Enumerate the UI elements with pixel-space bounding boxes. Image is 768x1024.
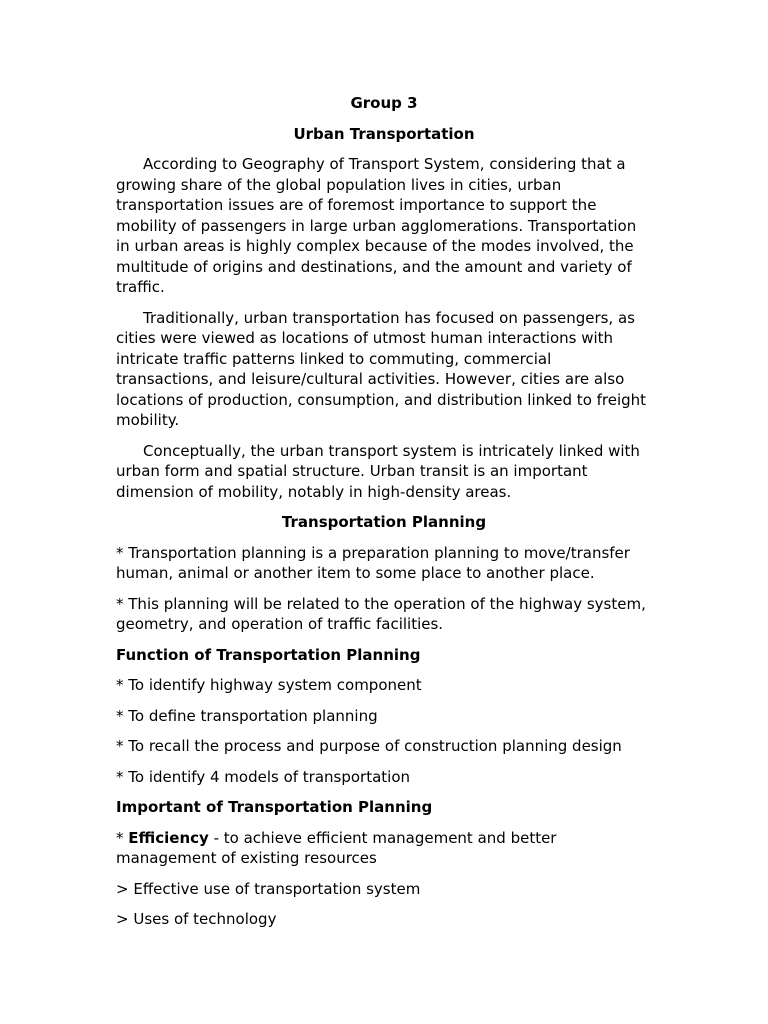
document-title: Urban Transportation	[293, 124, 475, 143]
efficiency-prefix: *	[116, 828, 129, 847]
important-heading: Important of Transportation Planning	[116, 798, 433, 816]
function-point-4: * To identify 4 models of transportation	[116, 767, 411, 786]
efficiency-point	[116, 828, 652, 869]
function-point-2: * To define transportation planning	[116, 706, 378, 725]
efficiency-term: Efficiency	[128, 828, 209, 847]
function-point-3: * To recall the process and purpose of construction planning design	[116, 737, 622, 755]
intro-paragraph-2: Traditionally, urban transportation has focused on passengers, as cities were viewed as locations of utmost human interactions with intricate traffic patterns linked to commuting, commercial transactions, and leisure/cultural activities. However, cities are also locations of production, consumption, and distribution linked to freight mobility.	[116, 308, 647, 429]
planning-point-2: * This planning will be related to the operation of the highway system, geometry, and operation of traffic facilities.	[116, 594, 646, 633]
planning-heading: Transportation Planning	[281, 513, 487, 531]
group-label: Group 3	[350, 94, 418, 112]
function-heading: Function of Transportation Planning	[116, 645, 421, 664]
intro-paragraph-1: According to Geography of Transport System, considering that a growing share of the global population lives in cities, urban transportation issues are of foremost importance to support the mobility of passengers in large urban agglomerations. Transportation in urban areas is highly complex because of the modes involved, the multitude of origins and destinations, and the amount and variety of traffic.	[116, 155, 637, 296]
planning-point-1: * Transportation planning is a preparation planning to move/transfer human, animal or another item to some place to another place.	[116, 543, 630, 582]
intro-paragraph-3: Conceptually, the urban transport system is intricately linked with urban form and spatial structure. Urban transit is an important dimension of mobility, notably in high-density areas.	[116, 441, 640, 501]
document-body	[116, 93, 652, 930]
function-point-1: * To identify highway system component	[116, 676, 422, 694]
efficiency-subpoint-1: > Effective use of transportation system	[116, 879, 421, 898]
efficiency-subpoint-2: > Uses of technology	[116, 910, 277, 928]
efficiency-text: - to achieve efficient management and better management of existing resources	[116, 828, 557, 867]
